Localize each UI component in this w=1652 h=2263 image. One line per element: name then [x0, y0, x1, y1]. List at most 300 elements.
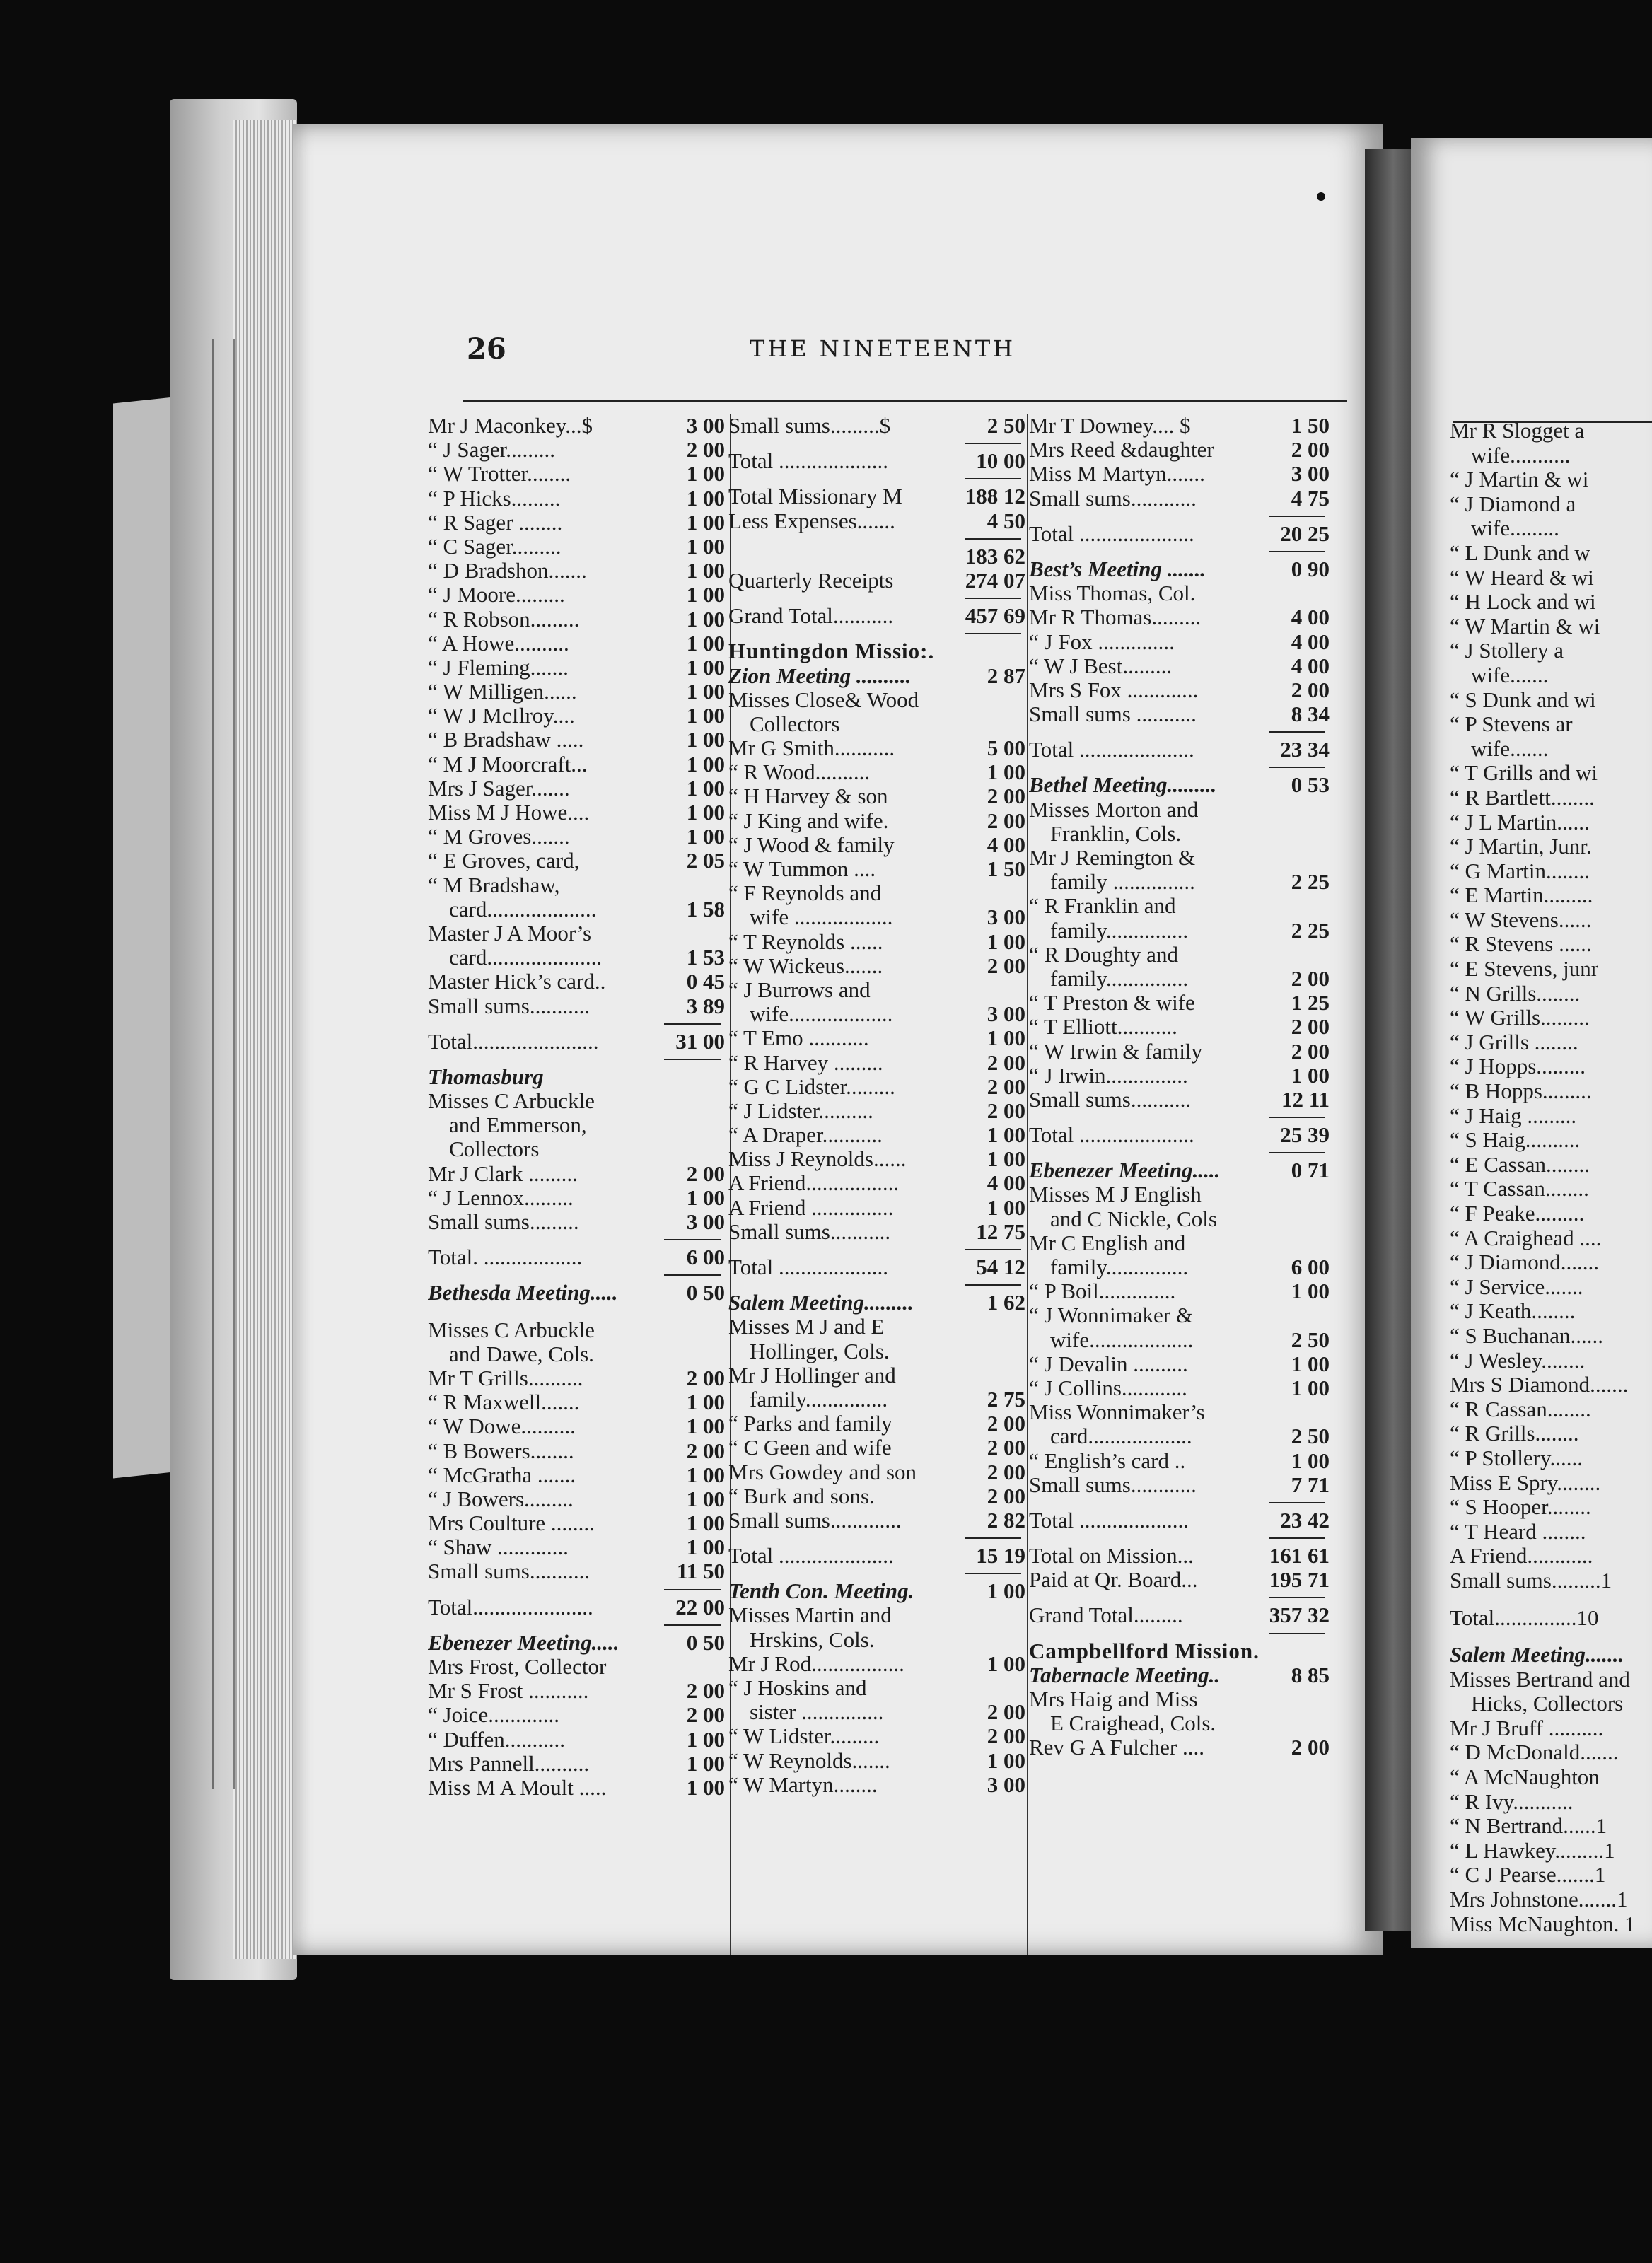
- ledger-entry: [1029, 1400, 1330, 1424]
- entry-name: “ W Irwin & family: [1029, 1039, 1203, 1064]
- entry-name: “ G C Lidster.........: [728, 1074, 895, 1099]
- ledger-entry: [428, 1535, 725, 1559]
- ledger-entry: [728, 1099, 1025, 1123]
- entry-amount: 22 00: [675, 1594, 725, 1619]
- ledger-entry: [1029, 630, 1330, 654]
- entry-name: “ J Lennox.........: [428, 1185, 574, 1210]
- entry-amount: 1 00: [686, 1414, 725, 1439]
- ledger-entry: [1450, 712, 1652, 737]
- ledger-entry: [1450, 1495, 1652, 1520]
- entry-name: “ J Martin & wi: [1450, 467, 1589, 492]
- ledger-entry: [428, 1414, 725, 1438]
- ledger-entry: [428, 1728, 725, 1752]
- ledger-entry: [728, 1315, 1025, 1339]
- entry-name: “ R Franklin and: [1029, 894, 1176, 919]
- ledger-entry: [1450, 761, 1652, 786]
- entry-amount: 4 75: [1291, 485, 1330, 511]
- entry-name: family...............: [750, 1387, 888, 1412]
- entry-name: “ J Stollery a: [1450, 639, 1564, 663]
- meeting-heading: [1029, 1663, 1330, 1687]
- entry-amount: 2 00: [987, 1699, 1025, 1725]
- entry-name: Ebenezer Meeting.....: [1029, 1158, 1221, 1183]
- entry-name: Mrs J Sager.......: [428, 776, 570, 801]
- ledger-entry: [428, 462, 725, 486]
- ledger-entry: [1450, 1079, 1652, 1104]
- entry-name: “ S Hooper........: [1450, 1495, 1591, 1520]
- meeting-heading: [1029, 773, 1330, 797]
- entry-amount: 2 82: [987, 1507, 1025, 1532]
- entry-name: Mr T Downey.... $: [1029, 414, 1191, 438]
- ledger-entry: [728, 545, 1025, 569]
- entry-name: Mr G Smith...........: [728, 736, 895, 761]
- entry-name: “ P Stollery......: [1450, 1445, 1583, 1470]
- mission-heading: [1029, 1639, 1330, 1663]
- entry-name: Mrs S Diamond.......: [1450, 1373, 1629, 1397]
- ledger-entry: [728, 1147, 1025, 1171]
- entry-amount: 2 00: [987, 1049, 1025, 1075]
- entry-name: Ebenezer Meeting.....: [428, 1630, 620, 1655]
- entry-name: Total on Mission...: [1029, 1544, 1194, 1569]
- entry-name: “ J Wonnimaker &: [1029, 1303, 1193, 1328]
- entry-name: “ S Buchanan......: [1450, 1323, 1603, 1348]
- ledger-entry: [1450, 615, 1652, 639]
- ledger-entry: [1450, 541, 1652, 566]
- ledger-entry: [728, 1460, 1025, 1484]
- entry-amount: 2 25: [1291, 869, 1330, 895]
- entry-amount: 23 34: [1280, 737, 1330, 762]
- entry-name: Bethel Meeting.........: [1029, 773, 1217, 798]
- entry-amount: 31 00: [675, 1028, 725, 1054]
- ledger-entry: [728, 1171, 1025, 1195]
- entry-name: “ A McNaughton: [1450, 1765, 1600, 1790]
- ledger-entry: [1029, 1473, 1330, 1497]
- ledger-entry: [428, 776, 725, 801]
- total-rule: [1029, 762, 1330, 773]
- entry-name: “ J Moore.........: [428, 583, 565, 607]
- ledger-entry: [728, 509, 1025, 533]
- total-rule: [1029, 511, 1330, 522]
- entry-amount: 6 00: [686, 1245, 725, 1270]
- entry-name: “ J King and wife.: [728, 808, 889, 833]
- entry-name: Small sums...........: [428, 994, 591, 1018]
- entry-amount: 25 39: [1280, 1122, 1330, 1148]
- entry-amount: 3 00: [987, 904, 1025, 930]
- entry-name: “ B Bowers........: [428, 1438, 574, 1463]
- ledger-entry: [428, 873, 725, 897]
- entry-name: “ R Doughty and: [1029, 942, 1178, 967]
- entry-amount: 1 00: [686, 775, 725, 801]
- spacer: [428, 1305, 725, 1318]
- ledger-entry: [1450, 1520, 1652, 1544]
- ledger-entry: [428, 607, 725, 632]
- ledger-entry: [1450, 1740, 1652, 1765]
- entry-name: Small sums............: [1029, 486, 1197, 511]
- entry-name: “ P Stevens ar: [1450, 712, 1573, 737]
- entry-name: “ R Cassan........: [1450, 1397, 1591, 1421]
- entry-amount: 2 00: [987, 1723, 1025, 1749]
- entry-name: Total ....................: [1029, 1508, 1189, 1532]
- entry-name: “ T Reynolds ......: [728, 929, 883, 954]
- ledger-entry: [728, 1051, 1025, 1075]
- entry-amount: 457 69: [965, 603, 1025, 629]
- total-rule: [428, 1234, 725, 1245]
- ledger-entry: [1450, 957, 1652, 982]
- ledger-entry: [1450, 419, 1652, 443]
- entry-amount: 2 00: [987, 1074, 1025, 1099]
- entry-name: Small sums.............: [728, 1508, 902, 1532]
- ledger-entry: [1450, 1250, 1652, 1275]
- ledger-entry: [1029, 1015, 1330, 1039]
- entry-name: Total .....................: [728, 1544, 894, 1569]
- ledger-entry: [1450, 1887, 1652, 1912]
- entry-amount: 1 00: [987, 1025, 1025, 1051]
- entry-amount: 1 00: [987, 1651, 1025, 1676]
- ledger-entry: [428, 897, 725, 921]
- ledger-entry: [428, 1595, 725, 1619]
- entry-amount: 1 00: [686, 1511, 725, 1536]
- entry-name: “ T Heard ........: [1450, 1519, 1586, 1544]
- total-rule: [1029, 1592, 1330, 1603]
- ledger-entry: [1450, 859, 1652, 884]
- ledger-entry: [1029, 462, 1330, 486]
- entry-name: “ G Martin........: [1450, 859, 1590, 883]
- page-number: 26: [467, 332, 506, 366]
- entry-name: Total ....................: [728, 1255, 889, 1279]
- entry-name: “ J Grills ........: [1450, 1030, 1578, 1054]
- entry-name: Misses M J and E: [728, 1315, 885, 1339]
- entry-amount: 1 00: [686, 558, 725, 583]
- entry-name: “ R Harvey .........: [728, 1050, 883, 1075]
- entry-name: “ R Sager ........: [428, 510, 563, 535]
- ledger-entry: [1450, 688, 1652, 713]
- entry-amount: 1 00: [686, 824, 725, 849]
- total-rule: [428, 1584, 725, 1595]
- entry-amount: 4 00: [987, 1170, 1025, 1196]
- entry-amount: 2 00: [987, 1459, 1025, 1484]
- entry-amount: 1 00: [1291, 1279, 1330, 1304]
- entry-amount: 8 85: [1291, 1662, 1330, 1687]
- entry-name: “ J Keath........: [1450, 1299, 1576, 1324]
- entry-name: family...............: [1050, 1255, 1189, 1279]
- ledger-entry: [428, 1089, 725, 1113]
- ledger-entry: [728, 1603, 1025, 1627]
- entry-name: Zion Meeting ..........: [728, 663, 912, 688]
- ledger-entry: [1450, 1104, 1652, 1129]
- ledger-entry: [1029, 487, 1330, 511]
- ledger-entry: [728, 604, 1025, 628]
- ledger-entry: [1029, 522, 1330, 546]
- entry-name: “ D McDonald.......: [1450, 1740, 1619, 1765]
- entry-name: “ N Grills........: [1450, 981, 1581, 1006]
- ledger-entry: [728, 1412, 1025, 1436]
- total-rule: [1029, 1497, 1330, 1508]
- ledger-entry: [1450, 1569, 1652, 1593]
- entry-amount: 2 00: [686, 1365, 725, 1390]
- entry-name: “ N Bertrand......1: [1450, 1814, 1607, 1839]
- entry-name: Salem Meeting.......: [1450, 1643, 1624, 1668]
- column-2: [728, 414, 1025, 1797]
- ledger-entry: [728, 954, 1025, 978]
- entry-amount: 2 00: [987, 1098, 1025, 1123]
- ledger-entry: [1029, 605, 1330, 629]
- entry-name: Small sums.........: [428, 1210, 579, 1234]
- ledger-entry: [1029, 870, 1330, 894]
- column-1: [428, 414, 725, 1800]
- ledger-entry: [1450, 566, 1652, 591]
- entry-name: “ W J Best.........: [1029, 653, 1173, 678]
- entry-name: “ F Reynolds and: [728, 881, 882, 906]
- ledger-entry: [1450, 1668, 1652, 1692]
- entry-name: and Dawe, Cols.: [449, 1342, 594, 1366]
- ledger-entry: [728, 449, 1025, 473]
- entry-name: “ J Wesley........: [1450, 1348, 1586, 1373]
- entry-name: “ L Dunk and w: [1450, 540, 1590, 565]
- ledger-entry: [428, 1439, 725, 1463]
- ledger-entry: [1029, 1352, 1330, 1376]
- total-rule: [728, 533, 1025, 545]
- entry-name: Collectors: [750, 711, 840, 736]
- entry-name: “ Shaw .............: [428, 1535, 569, 1560]
- page-header: [467, 332, 1330, 375]
- ledger-entry: [1029, 1040, 1330, 1064]
- entry-amount: 1 00: [987, 1194, 1025, 1220]
- ledger-entry: [1450, 1349, 1652, 1373]
- ledger-entry: [1029, 1603, 1330, 1627]
- entry-name: “ W Tummon ....: [728, 857, 876, 881]
- ledger-entry: [728, 569, 1025, 593]
- ledger-entry: [1450, 1030, 1652, 1055]
- entry-amount: 1 00: [686, 1185, 725, 1210]
- entry-amount: 1 00: [686, 533, 725, 559]
- ledger-entry: [428, 511, 725, 535]
- total-rule: [1029, 1147, 1330, 1158]
- total-rule: [1029, 546, 1330, 557]
- entry-name: Best’s Meeting .......: [1029, 557, 1206, 581]
- entry-amount: 2 50: [987, 413, 1025, 438]
- ledger-entry: [1029, 678, 1330, 702]
- ledger-entry: [1450, 443, 1652, 468]
- entry-name: “ B Bradshaw .....: [428, 728, 584, 752]
- ledger-entry: [1450, 590, 1652, 615]
- ledger-entry: [1029, 943, 1330, 967]
- entry-amount: 2 00: [686, 1702, 725, 1728]
- ledger-entry: [728, 905, 1025, 929]
- ledger-entry: [728, 1544, 1025, 1568]
- entry-name: Mr C English and: [1029, 1231, 1186, 1255]
- entry-amount: 11 50: [676, 1559, 725, 1584]
- entry-amount: 4 00: [1291, 629, 1330, 654]
- entry-name: “ R Maxwell.......: [428, 1390, 580, 1415]
- ledger-entry: [1450, 908, 1652, 933]
- entry-name: “ W Martyn........: [728, 1772, 878, 1797]
- entry-amount: 1 00: [987, 760, 1025, 785]
- entry-name: Mrs S Fox .............: [1029, 677, 1199, 702]
- ledger-entry: [1450, 1373, 1652, 1397]
- total-rule: [428, 1269, 725, 1281]
- entry-amount: 2 00: [686, 437, 725, 463]
- ledger-entry: [1029, 1279, 1330, 1303]
- ledger-entry: [728, 1026, 1025, 1050]
- entry-name: “ R Grills........: [1450, 1421, 1579, 1446]
- ledger-entry: [428, 704, 725, 728]
- entry-amount: 1 00: [686, 654, 725, 680]
- entry-name: Total ....................: [728, 449, 889, 474]
- ledger-entry: [1029, 1255, 1330, 1279]
- entry-name: wife...................: [750, 1002, 893, 1027]
- entry-amount: 274 07: [965, 567, 1025, 593]
- entry-amount: 1 00: [686, 485, 725, 511]
- entry-name: Grand Total.........: [1029, 1603, 1183, 1628]
- ledger-entry: [728, 930, 1025, 954]
- entry-name: “ J Irwin...............: [1029, 1063, 1188, 1088]
- entry-amount: 1 00: [686, 1390, 725, 1415]
- entry-amount: 161 61: [1269, 1543, 1330, 1569]
- entry-amount: 6 00: [1291, 1255, 1330, 1279]
- total-rule: [728, 1532, 1025, 1544]
- ledger-entry: [1029, 967, 1330, 991]
- entry-name: “ W Martin & wi: [1450, 614, 1600, 639]
- ledger-entry: [1450, 1544, 1652, 1569]
- entry-name: “ J Bowers.........: [428, 1487, 574, 1511]
- meeting-heading: [1029, 557, 1330, 581]
- entry-amount: 1 00: [987, 1578, 1025, 1604]
- entry-name: “ W Dowe..........: [428, 1414, 576, 1439]
- total-rule: [428, 1619, 725, 1631]
- entry-amount: 188 12: [965, 484, 1025, 509]
- entry-name: Mrs Gowdey and son: [728, 1460, 917, 1484]
- ledger-entry: [1450, 1446, 1652, 1471]
- ledger-entry: [428, 1137, 725, 1161]
- entry-amount: 2 00: [987, 1483, 1025, 1508]
- entry-amount: 2 00: [1291, 437, 1330, 463]
- ledger-entry: [728, 1196, 1025, 1220]
- total-rule: [728, 1568, 1025, 1579]
- entry-name: “ H Lock and wi: [1450, 590, 1596, 615]
- ledger-entry: [728, 1123, 1025, 1147]
- entry-name: “ Duffen...........: [428, 1727, 565, 1752]
- ledger-entry: [728, 1700, 1025, 1724]
- ledger-entry: [728, 833, 1025, 857]
- page-speck: [1317, 192, 1325, 201]
- entry-name: “ J Hopps.........: [1450, 1054, 1586, 1079]
- entry-amount: 1 00: [686, 679, 725, 704]
- entry-amount: 0 50: [686, 1280, 725, 1305]
- entry-amount: 2 87: [987, 663, 1025, 688]
- entry-name: Total Missionary M: [728, 484, 902, 509]
- ledger-entry: [1450, 1814, 1652, 1839]
- ledger-entry: [1450, 1177, 1652, 1202]
- cover-ornament-border: [212, 339, 235, 1789]
- entry-name: Misses Close& Wood: [728, 687, 919, 712]
- entry-amount: 7 71: [1291, 1472, 1330, 1497]
- entry-name: “ W Stevens......: [1450, 907, 1592, 932]
- meeting-heading: [728, 1579, 1025, 1603]
- entry-amount: 0 45: [686, 969, 725, 994]
- spacer: [1450, 1593, 1652, 1606]
- entry-amount: 4 00: [1291, 605, 1330, 630]
- entry-name: Total .....................: [1029, 738, 1194, 762]
- entry-amount: 1 00: [686, 509, 725, 535]
- entry-name: Misses C Arbuckle: [428, 1089, 595, 1114]
- entry-name: wife ..................: [750, 905, 893, 930]
- ledger-entry: [1450, 1839, 1652, 1863]
- entry-amount: 2 00: [686, 1438, 725, 1463]
- entry-amount: 1 00: [987, 929, 1025, 954]
- ledger-entry: [1029, 1424, 1330, 1448]
- ledger-entry: [1029, 991, 1330, 1015]
- ledger-entry: [728, 1255, 1025, 1279]
- entry-name: “ C Geen and wife: [728, 1436, 892, 1460]
- ledger-entry: [428, 1030, 725, 1054]
- ledger-entry: [728, 1749, 1025, 1773]
- entry-name: family...............: [1050, 966, 1189, 991]
- ledger-entry: [428, 946, 725, 970]
- ledger-entry: [428, 1487, 725, 1511]
- mission-heading: [728, 639, 1025, 663]
- entry-name: “ W Reynolds.......: [728, 1748, 890, 1773]
- entry-name: Grand Total...........: [728, 604, 894, 629]
- entry-amount: 0 90: [1291, 556, 1330, 581]
- ledger-entry: [1450, 786, 1652, 810]
- entry-name: “ S Haig..........: [1450, 1128, 1581, 1153]
- entry-name: Miss J Reynolds......: [728, 1147, 907, 1172]
- total-rule: [1029, 1532, 1330, 1544]
- entry-amount: 0 53: [1291, 772, 1330, 798]
- entry-amount: 0 71: [1291, 1158, 1330, 1183]
- entry-name: Small sums...........: [728, 1219, 891, 1244]
- ledger-entry: [428, 970, 725, 994]
- entry-amount: 1 00: [686, 1486, 725, 1511]
- entry-name: “ J Martin, Junr.: [1450, 834, 1592, 859]
- entry-name: Mr J Rod.................: [728, 1651, 904, 1676]
- ledger-entry: [428, 825, 725, 849]
- entry-name: Small sums...........: [1029, 1087, 1192, 1112]
- entry-name: “ E Cassan........: [1450, 1152, 1590, 1177]
- ledger-entry: [1450, 1863, 1652, 1887]
- entry-amount: 3 89: [686, 993, 725, 1018]
- ledger-entry: [1029, 438, 1330, 462]
- entry-name: “ T Emo ...........: [728, 1026, 869, 1051]
- ledger-entry: [1029, 1376, 1330, 1400]
- ledger-entry: [428, 1342, 725, 1366]
- entry-amount: 1 00: [987, 1122, 1025, 1148]
- entry-amount: 1 00: [686, 461, 725, 487]
- ledger-entry: [428, 656, 725, 680]
- entry-name: “ J L Martin......: [1450, 810, 1590, 834]
- ledger-entry: [428, 1703, 725, 1727]
- entry-name: Miss McNaughton. 1: [1450, 1912, 1636, 1936]
- ledger-entry: [1450, 1202, 1652, 1226]
- total-rule: [728, 473, 1025, 484]
- entry-name: “ T Elliott...........: [1029, 1015, 1177, 1040]
- entry-name: Mr J Remington &: [1029, 846, 1196, 870]
- entry-amount: 1 00: [1291, 1448, 1330, 1473]
- ledger-entry: [428, 1679, 725, 1703]
- column-divider: [1027, 414, 1028, 1955]
- ledger-entry: [1450, 639, 1652, 663]
- entry-name: card.....................: [449, 946, 603, 970]
- entry-name: wife.......: [1471, 663, 1549, 687]
- entry-amount: 20 25: [1280, 520, 1330, 546]
- entry-amount: 1 00: [987, 1146, 1025, 1172]
- entry-amount: 1 00: [686, 1535, 725, 1560]
- entry-name: “ D Bradshon.......: [428, 559, 587, 583]
- ledger-entry: [728, 1773, 1025, 1797]
- meeting-heading: [428, 1631, 725, 1655]
- ledger-entry: [728, 809, 1025, 833]
- entry-amount: 4 50: [987, 508, 1025, 533]
- ledger-entry: [1029, 738, 1330, 762]
